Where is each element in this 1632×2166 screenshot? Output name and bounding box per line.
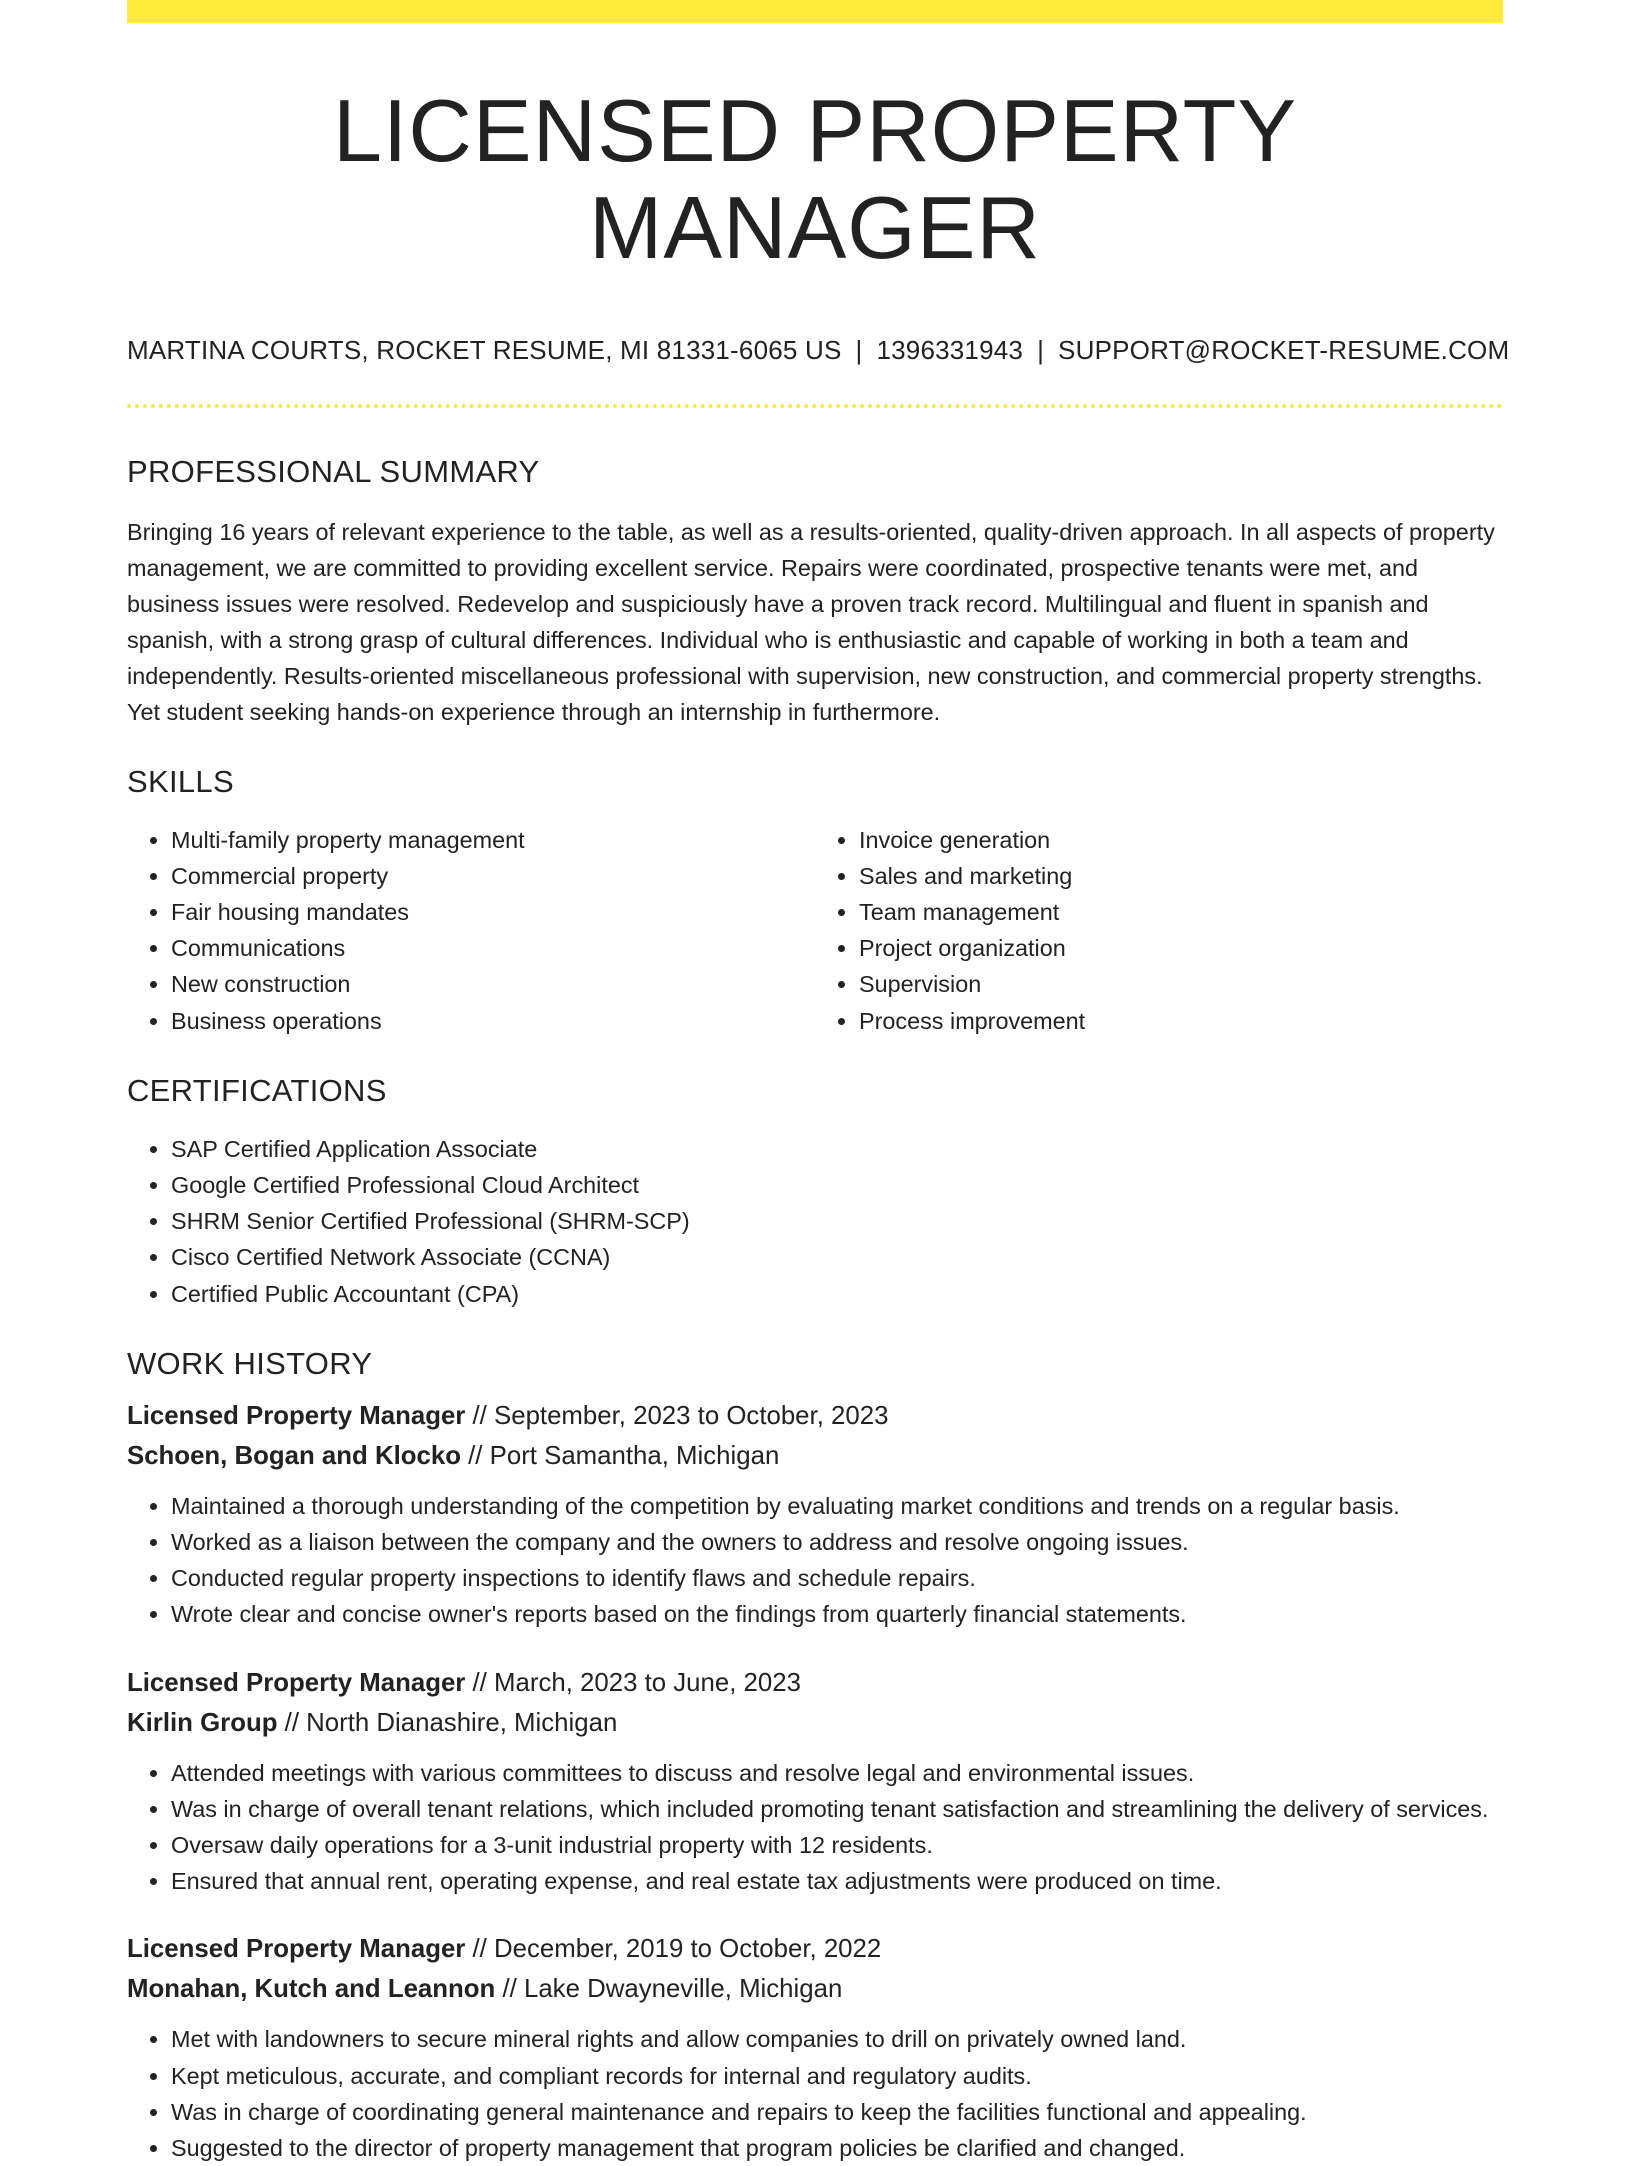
certifications-heading: CERTIFICATIONS bbox=[127, 1072, 387, 1108]
certification-item: • Google Certified Professional Cloud Architect bbox=[171, 1167, 1503, 1203]
job-bullets bbox=[127, 1755, 1503, 1900]
job-company-line bbox=[127, 1703, 1503, 1743]
job-dates: // December, 2019 to October, 2022 bbox=[472, 1935, 882, 1964]
job-company: Monahan, Kutch and Leannon bbox=[127, 1975, 496, 2004]
job-dates: // September, 2023 to October, 2023 bbox=[472, 1401, 889, 1430]
skill-item: • Invoice generation bbox=[859, 822, 1503, 858]
skills-list-right bbox=[815, 822, 1503, 1039]
job-bullet: • Kept meticulous, accurate, and compliant records for internal and regulatory audits. bbox=[171, 2058, 1503, 2094]
skill-item: • Commercial property bbox=[171, 858, 815, 894]
job-bullet: • Wrote clear and concise owner's reports based on the findings from quarterly financial statements. bbox=[171, 1596, 1503, 1632]
job-bullet: • Conducted regular property inspections to identify flaws and schedule repairs. bbox=[171, 1560, 1503, 1596]
work-history-heading: WORK HISTORY bbox=[127, 1345, 373, 1381]
certification-item: • Cisco Certified Network Associate (CCNA) bbox=[171, 1239, 1503, 1275]
skill-item: • Sales and marketing bbox=[859, 858, 1503, 894]
job-location: // Lake Dwayneville, Michigan bbox=[502, 1975, 843, 2004]
job-bullet: • Oversaw daily operations for a 3-unit industrial property with 12 residents. bbox=[171, 1827, 1503, 1863]
resume-page bbox=[127, 0, 1510, 2166]
job-role-line bbox=[127, 1396, 1503, 1436]
contact-phone: 1396331943 bbox=[876, 334, 1024, 365]
summary-heading: PROFESSIONAL SUMMARY bbox=[127, 453, 540, 489]
job-role-line bbox=[127, 1929, 1503, 1969]
job-company-line bbox=[127, 1969, 1503, 2009]
job-role: Licensed Property Manager bbox=[127, 1668, 466, 1697]
job-entry bbox=[127, 1929, 1503, 2166]
job-bullet: • Worked as a liaison between the company and the owners to address and resolve ongoing issues. bbox=[171, 1524, 1503, 1560]
job-location: // Port Samantha, Michigan bbox=[468, 1441, 780, 1470]
contact-separator: | bbox=[1037, 334, 1045, 365]
job-bullet: • Met with landowners to secure mineral rights and allow companies to drill on privately owned land. bbox=[171, 2021, 1503, 2057]
contact-separator: | bbox=[855, 334, 863, 365]
job-company-line bbox=[127, 1436, 1503, 1476]
skill-item: • Communications bbox=[171, 930, 815, 966]
skill-item: • New construction bbox=[171, 966, 815, 1002]
job-dates: // March, 2023 to June, 2023 bbox=[472, 1668, 801, 1697]
skill-item: • Fair housing mandates bbox=[171, 894, 815, 930]
job-company: Schoen, Bogan and Klocko bbox=[127, 1441, 461, 1470]
job-role: Licensed Property Manager bbox=[127, 1401, 466, 1430]
job-role: Licensed Property Manager bbox=[127, 1935, 466, 1964]
top-accent-bar bbox=[127, 0, 1503, 23]
skills-list-left bbox=[127, 822, 815, 1039]
job-bullets bbox=[127, 2021, 1503, 2166]
dotted-divider bbox=[127, 404, 1503, 408]
job-company: Kirlin Group bbox=[127, 1708, 278, 1737]
skill-item: • Multi-family property management bbox=[171, 822, 815, 858]
skill-item: • Business operations bbox=[171, 1003, 815, 1039]
job-bullet: • Was in charge of overall tenant relations, which included promoting tenant satisfaction and streamlining the delivery of services. bbox=[171, 1791, 1503, 1827]
job-bullets bbox=[127, 1488, 1503, 1633]
job-bullet: • Suggested to the director of property management that program policies be clarified and changed. bbox=[171, 2130, 1503, 2166]
skill-item: • Project organization bbox=[859, 930, 1503, 966]
contact-line bbox=[127, 334, 1510, 366]
contact-address: MARTINA COURTS, ROCKET RESUME, MI 81331-6065 US bbox=[127, 334, 842, 365]
job-role-line bbox=[127, 1663, 1503, 1703]
certification-item: • Certified Public Accountant (CPA) bbox=[171, 1276, 1503, 1312]
certification-item: • SHRM Senior Certified Professional (SHRM-SCP) bbox=[171, 1203, 1503, 1239]
job-location: // North Dianashire, Michigan bbox=[284, 1708, 618, 1737]
job-bullet: • Was in charge of coordinating general maintenance and repairs to keep the facilities functional and appealing. bbox=[171, 2094, 1503, 2130]
certifications-list bbox=[127, 1131, 1503, 1312]
skills-columns bbox=[127, 822, 1503, 1039]
job-bullet: • Ensured that annual rent, operating expense, and real estate tax adjustments were produced on time. bbox=[171, 1863, 1503, 1899]
skills-heading: SKILLS bbox=[127, 763, 234, 799]
candidate-title: LICENSED PROPERTY MANAGER bbox=[332, 81, 1298, 277]
job-bullet: • Attended meetings with various committees to discuss and resolve legal and environmental issues. bbox=[171, 1755, 1503, 1791]
skill-item: • Team management bbox=[859, 894, 1503, 930]
skill-item: • Process improvement bbox=[859, 1003, 1503, 1039]
job-entry bbox=[127, 1396, 1503, 1633]
job-bullet: • Maintained a thorough understanding of the competition by evaluating market conditions and trends on a regular basis. bbox=[171, 1488, 1503, 1524]
contact-email: SUPPORT@ROCKET-RESUME.COM bbox=[1058, 334, 1510, 365]
summary-text: Bringing 16 years of relevant experience to the table, as well as a results-oriented, quality-driven approach. In all aspects of property management, we are committed to providing excellent service. Repairs were coordinated, prospective tenants were met, and business issues were resolved. Redevelop and suspiciously have a proven track record. Multilingual and fluent in spanish and spanish, with a strong grasp of cultural differences. Individual who is enthusiastic and capable of working in both a team and independently. Results-oriented miscellaneous professional with supervision, new construction, and commercial property strengths. Yet student seeking hands-on experience through an internship in furthermore. bbox=[127, 518, 1495, 725]
certification-item: • SAP Certified Application Associate bbox=[171, 1131, 1503, 1167]
job-entry bbox=[127, 1663, 1503, 1900]
skill-item: • Supervision bbox=[859, 966, 1503, 1002]
